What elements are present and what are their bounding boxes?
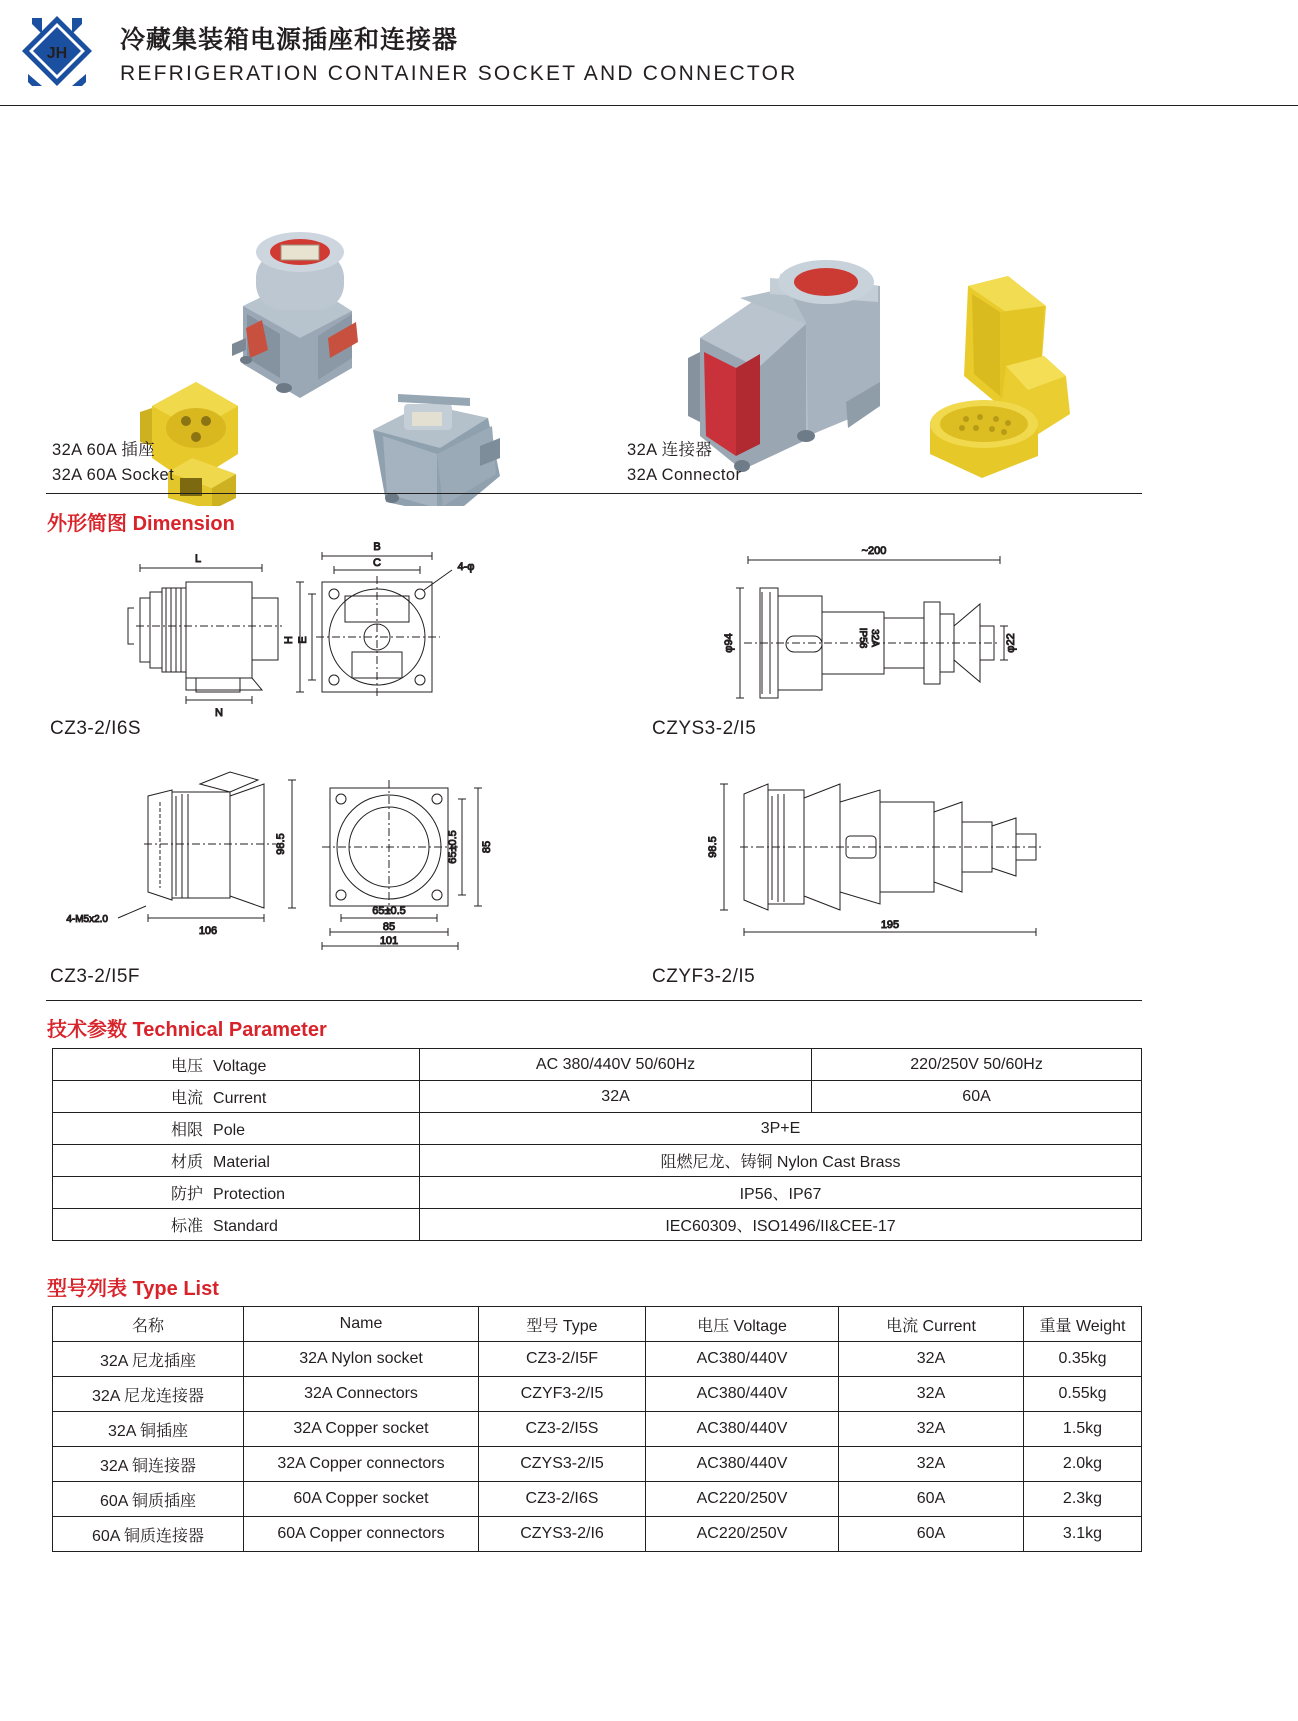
table-row <box>53 1377 1142 1412</box>
page-title-en: REFRIGERATION CONTAINER SOCKET AND CONNECTOR <box>120 62 798 85</box>
table-row <box>53 1145 1142 1177</box>
photo-connector-grey-red <box>688 260 880 472</box>
table-row <box>53 1209 1142 1241</box>
type-cell-type: CZYS3-2/I6 <box>479 1517 646 1552</box>
table-row <box>53 1517 1142 1552</box>
type-cell-voltage: AC380/440V <box>646 1412 839 1447</box>
type-header-weight: 重量 Weight <box>1024 1307 1142 1342</box>
type-cell-name-cn: 60A 铜质插座 <box>53 1482 244 1517</box>
page-title-cn: 冷藏集装箱电源插座和连接器 <box>120 26 459 54</box>
type-list-table <box>52 1306 1142 1552</box>
type-header-voltage: 电压 Voltage <box>646 1307 839 1342</box>
svg-text:φ94: φ94 <box>723 633 735 653</box>
tech-value-current-1: 32A <box>420 1081 812 1113</box>
svg-text:JH: JH <box>46 45 68 62</box>
svg-text:~200: ~200 <box>861 545 887 557</box>
model-label-1: CZ3-2/I6S <box>50 718 142 739</box>
table-row <box>53 1412 1142 1447</box>
type-cell-type: CZYS3-2/I5 <box>479 1447 646 1482</box>
type-cell-voltage: AC380/440V <box>646 1377 839 1412</box>
table-row <box>53 1482 1142 1517</box>
type-cell-voltage: AC380/440V <box>646 1447 839 1482</box>
type-cell-name-en: 32A Copper socket <box>244 1412 479 1447</box>
type-cell-type: CZ3-2/I6S <box>479 1482 646 1517</box>
type-cell-name-en: 60A Copper connectors <box>244 1517 479 1552</box>
photo-yellow-cap-plug <box>930 276 1070 478</box>
svg-text:65±0.5: 65±0.5 <box>447 830 459 864</box>
type-cell-name-cn: 32A 尼龙插座 <box>53 1342 244 1377</box>
svg-text:L: L <box>194 553 202 565</box>
table-row <box>53 1081 1142 1113</box>
page-header <box>0 0 1298 106</box>
section-title-technical-en: Technical Parameter <box>132 1019 327 1041</box>
svg-text:C: C <box>373 557 381 569</box>
type-cell-weight: 2.3kg <box>1024 1482 1142 1517</box>
svg-text:IP56: IP56 <box>857 627 868 649</box>
tech-value-material: 阻燃尼龙、铸铜 Nylon Cast Brass <box>420 1145 1142 1177</box>
type-cell-weight: 0.35kg <box>1024 1342 1142 1377</box>
dimension-drawings <box>0 540 1298 990</box>
svg-text:φ22: φ22 <box>1005 633 1017 653</box>
model-label-2: CZYS3-2/I5 <box>652 718 757 739</box>
type-header-type: 型号 Type <box>479 1307 646 1342</box>
photo-socket-blue-top <box>232 232 358 398</box>
type-cell-name-cn: 32A 铜连接器 <box>53 1447 244 1482</box>
table-header-row <box>53 1307 1142 1342</box>
section-title-typelist-en: Type List <box>132 1278 219 1300</box>
caption-left-cn: 32A 60A 插座 <box>52 441 156 459</box>
section-title-technical-cn: 技术参数 <box>47 1019 127 1041</box>
caption-left-en: 32A 60A Socket <box>52 466 175 484</box>
type-cell-voltage: AC220/250V <box>646 1517 839 1552</box>
type-cell-current: 32A <box>839 1412 1024 1447</box>
svg-text:N: N <box>215 707 223 719</box>
section-title-dimension-cn: 外形简图 <box>47 513 127 535</box>
section-title-typelist-cn: 型号列表 <box>47 1278 127 1300</box>
divider-dimension <box>46 1000 1142 1001</box>
svg-text:B: B <box>373 541 381 553</box>
type-cell-type: CZ3-2/I5S <box>479 1412 646 1447</box>
section-title-technical <box>47 1013 327 1042</box>
type-cell-name-en: 60A Copper socket <box>244 1482 479 1517</box>
tech-value-pole: 3P+E <box>420 1113 1142 1145</box>
tech-label-standard: 标准 Standard <box>53 1209 420 1241</box>
tech-value-protection: IP56、IP67 <box>420 1177 1142 1209</box>
tech-value-voltage-1: AC 380/440V 50/60Hz <box>420 1049 812 1081</box>
type-cell-voltage: AC380/440V <box>646 1342 839 1377</box>
drawing-cz3-2-i5f-side <box>66 772 296 937</box>
type-cell-type: CZYF3-2/I5 <box>479 1377 646 1412</box>
type-cell-name-cn: 32A 铜插座 <box>53 1412 244 1447</box>
type-cell-name-en: 32A Connectors <box>244 1377 479 1412</box>
section-title-dimension-en: Dimension <box>132 513 235 535</box>
type-cell-current: 32A <box>839 1377 1024 1412</box>
svg-text:4-φ: 4-φ <box>457 561 475 573</box>
tech-label-voltage: 电压 Voltage <box>53 1049 420 1081</box>
svg-text:101: 101 <box>379 935 399 947</box>
table-row <box>53 1113 1142 1145</box>
svg-text:E: E <box>297 636 309 644</box>
type-cell-name-en: 32A Copper connectors <box>244 1447 479 1482</box>
table-row <box>53 1342 1142 1377</box>
type-cell-type: CZ3-2/I5F <box>479 1342 646 1377</box>
model-label-4: CZYF3-2/I5 <box>652 966 756 987</box>
type-cell-name-cn: 60A 铜质连接器 <box>53 1517 244 1552</box>
type-cell-current: 60A <box>839 1517 1024 1552</box>
tech-value-current-2: 60A <box>812 1081 1142 1113</box>
type-cell-weight: 3.1kg <box>1024 1517 1142 1552</box>
type-header-name-en: Name <box>244 1307 479 1342</box>
divider-photos <box>46 493 1142 494</box>
photo-socket-blue-bottom <box>373 394 500 506</box>
table-row <box>53 1447 1142 1482</box>
svg-text:85: 85 <box>481 840 493 854</box>
model-label-3: CZ3-2/I5F <box>50 966 141 987</box>
tech-value-voltage-2: 220/250V 50/60Hz <box>812 1049 1142 1081</box>
tech-label-protection: 防护 Protection <box>53 1177 420 1209</box>
drawing-cz3-2-i6s-side <box>128 553 282 719</box>
company-logo-icon <box>18 12 96 90</box>
svg-text:32A: 32A <box>869 629 880 647</box>
type-cell-weight: 1.5kg <box>1024 1412 1142 1447</box>
svg-text:85: 85 <box>382 921 396 933</box>
type-cell-weight: 2.0kg <box>1024 1447 1142 1482</box>
drawing-czys3-2-i5 <box>723 545 1017 698</box>
table-row <box>53 1177 1142 1209</box>
drawing-cz3-2-i6s-front <box>283 541 474 698</box>
type-cell-current: 60A <box>839 1482 1024 1517</box>
svg-text:H: H <box>283 636 295 644</box>
technical-parameter-table <box>52 1048 1142 1241</box>
tech-value-standard: IEC60309、ISO1496/II&CEE-17 <box>420 1209 1142 1241</box>
type-cell-current: 32A <box>839 1342 1024 1377</box>
type-header-current: 电流 Current <box>839 1307 1024 1342</box>
drawing-czyf3-2-i5 <box>707 784 1044 936</box>
type-cell-name-cn: 32A 尼龙连接器 <box>53 1377 244 1412</box>
table-row <box>53 1049 1142 1081</box>
svg-text:195: 195 <box>880 919 900 931</box>
svg-text:98.5: 98.5 <box>275 833 287 855</box>
type-cell-voltage: AC220/250V <box>646 1482 839 1517</box>
tech-label-current: 电流 Current <box>53 1081 420 1113</box>
type-cell-weight: 0.55kg <box>1024 1377 1142 1412</box>
tech-label-pole: 相限 Pole <box>53 1113 420 1145</box>
svg-text:65±0.5: 65±0.5 <box>372 905 406 917</box>
type-header-name-cn: 名称 <box>53 1307 244 1342</box>
section-title-dimension <box>47 507 235 536</box>
type-cell-name-en: 32A Nylon socket <box>244 1342 479 1377</box>
svg-text:106: 106 <box>198 925 218 937</box>
section-title-typelist <box>47 1272 219 1301</box>
caption-right-en: 32A Connector <box>627 466 742 484</box>
tech-label-material: 材质 Material <box>53 1145 420 1177</box>
type-cell-current: 32A <box>839 1447 1024 1482</box>
drawing-cz3-2-i5f-front <box>322 780 493 950</box>
svg-text:4-M5x2.0: 4-M5x2.0 <box>66 914 108 925</box>
svg-text:98.5: 98.5 <box>707 836 719 858</box>
caption-right-cn: 32A 连接器 <box>627 441 713 459</box>
